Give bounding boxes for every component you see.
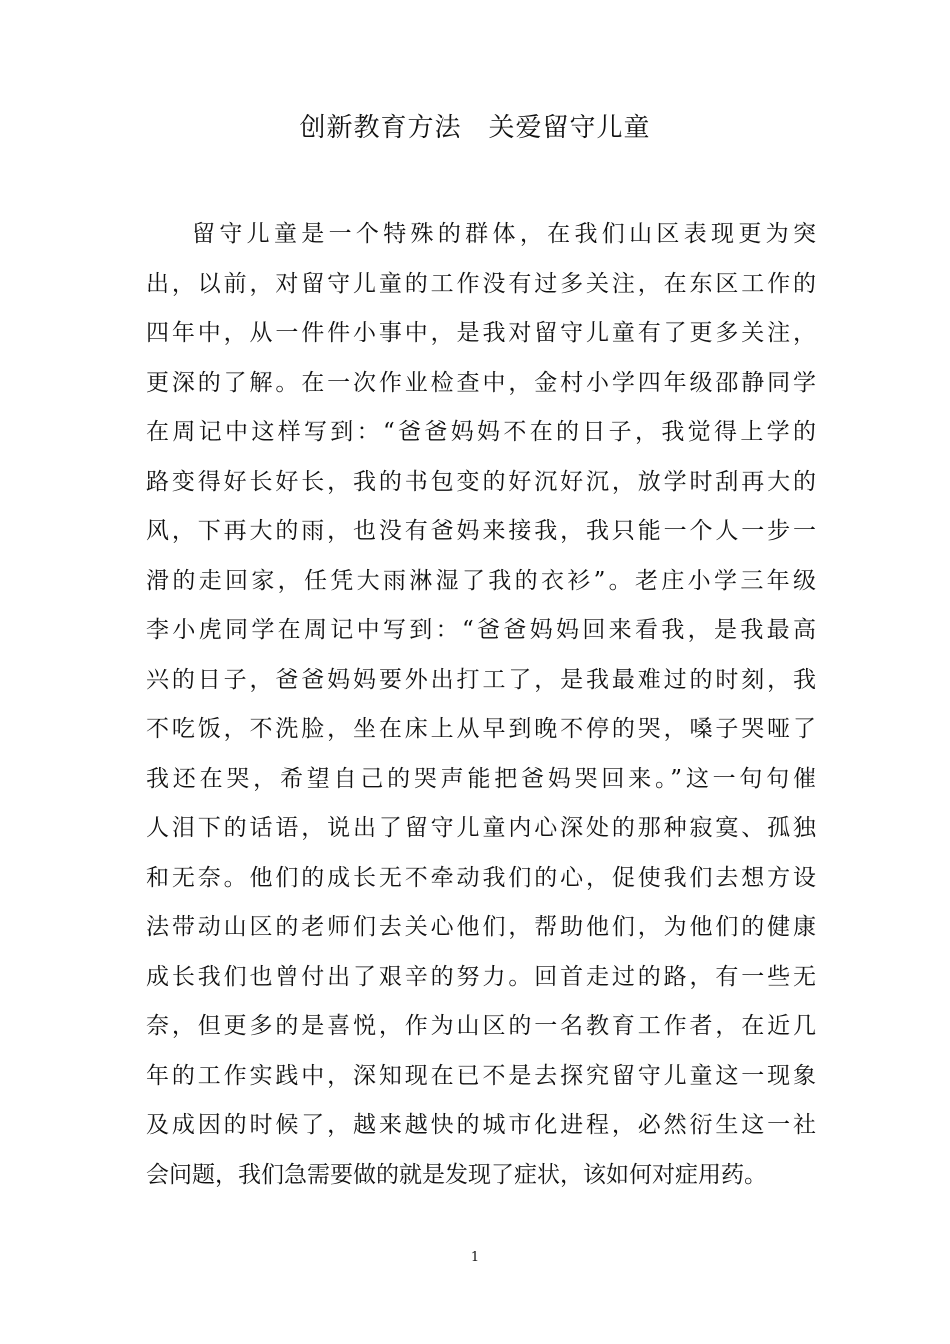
text-line: 留守儿童是一个特殊的群体，在我们山区表现更为突 (192, 221, 816, 247)
text-line: 风，下再大的雨，也没有爸妈来接我，我只能一个人一步一 (146, 518, 816, 544)
text-line: 年的工作实践中，深知现在已不是去探究留守儿童这一现象 (146, 1062, 816, 1089)
text-line: 李小虎同学在周记中写到：“爸爸妈妈回来看我，是我最高 (146, 617, 816, 643)
text-line: 路变得好长好长，我的书包变的好沉好沉，放学时刮再大的 (146, 468, 816, 495)
text-line: 在周记中这样写到：“爸爸妈妈不在的日子，我觉得上学的 (146, 419, 816, 445)
text-line: 人泪下的话语，说出了留守儿童内心深处的那种寂寞、孤独 (146, 815, 816, 841)
text-line: 及成因的时候了，越来越快的城市化进程，必然衍生这一社 (146, 1112, 816, 1138)
text-line: 奈，但更多的是喜悦，作为山区的一名教育工作者，在近几 (146, 1013, 816, 1039)
text-line: 兴的日子，爸爸妈妈要外出打工了，是我最难过的时刻，我 (146, 666, 816, 693)
document-title: 创新教育方法 关爱留守儿童 (299, 113, 651, 143)
text-line: 法带动山区的老师们去关心他们，帮助他们，为他们的健康 (146, 914, 816, 940)
text-line: 不吃饭，不洗脸，坐在床上从早到晚不停的哭，嗓子哭哑了 (146, 716, 816, 742)
text-line: 四年中，从一件件小事中，是我对留守儿童有了更多关注， (146, 320, 816, 346)
page-number: 1 (470, 1250, 480, 1265)
text-line: 成长我们也曾付出了艰辛的努力。回首走过的路，有一些无 (146, 963, 816, 990)
text-line: 更深的了解。在一次作业检查中，金村小学四年级邵静同学 (146, 369, 816, 396)
text-line: 和无奈。他们的成长无不牵动我们的心，促使我们去想方设 (146, 864, 816, 891)
text-line: 滑的走回家，任凭大雨淋湿了我的衣衫”。老庄小学三年级 (146, 567, 816, 594)
text-line: 我还在哭，希望自己的哭声能把爸妈哭回来。”这一句句催 (146, 765, 816, 792)
text-line: 会问题，我们急需要做的就是发现了症状，该如何对症用药。 (146, 1161, 767, 1188)
text-line: 出，以前，对留守儿童的工作没有过多关注，在东区工作的 (146, 270, 816, 297)
body-paragraph (146, 210, 816, 1200)
